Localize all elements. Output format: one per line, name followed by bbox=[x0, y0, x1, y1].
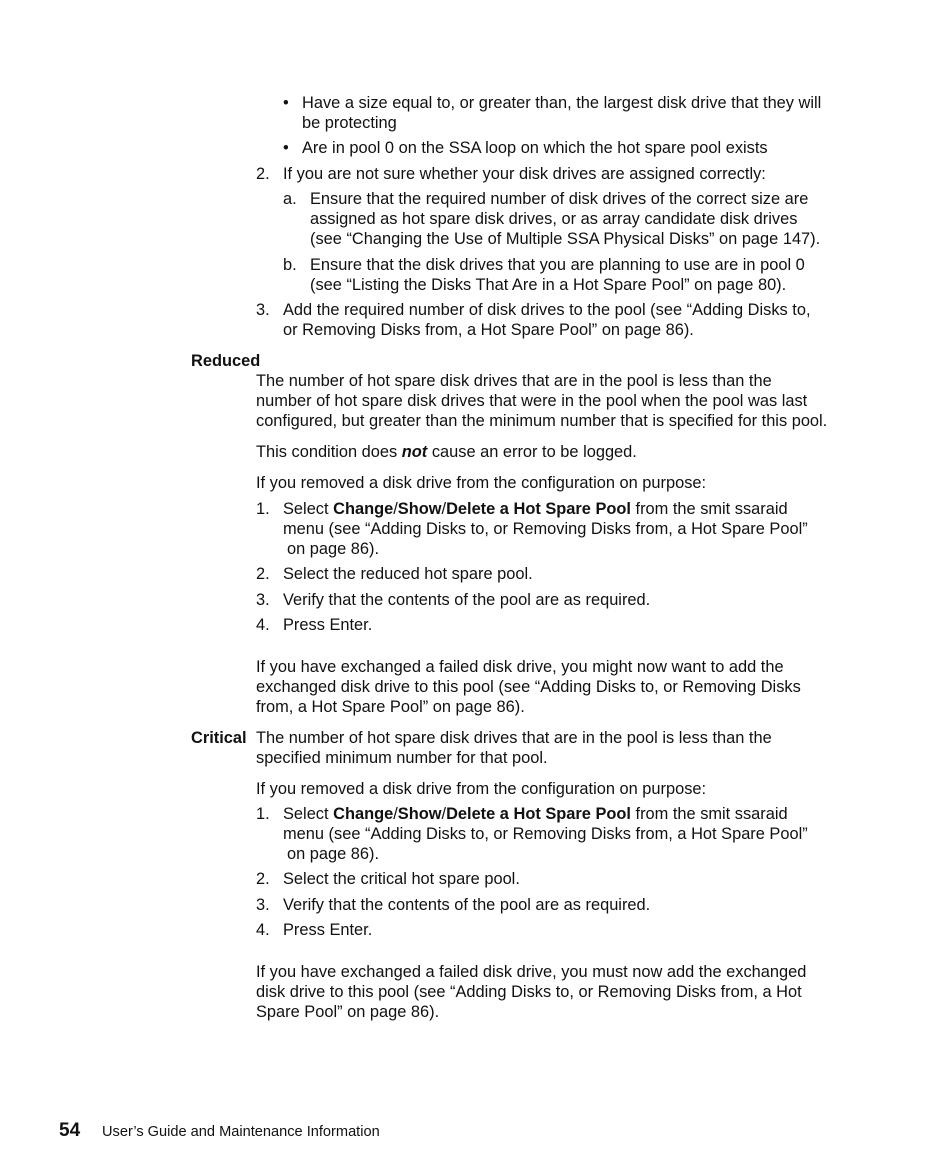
step-number: 1. bbox=[256, 805, 270, 823]
step-number: 4. bbox=[256, 921, 270, 939]
step-number: 1. bbox=[256, 500, 270, 518]
menu-separator: / bbox=[441, 500, 447, 518]
substep-text-line: assigned as hot spare disk drives, or as array candidate disk drives bbox=[310, 210, 798, 228]
substep-text-line: Ensure that the disk drives that you are planning to use are in pool 0 bbox=[310, 256, 805, 274]
step-text: Select the critical hot spare pool. bbox=[283, 870, 520, 888]
note-text: This condition does bbox=[256, 443, 402, 461]
definition-line: specified minimum number for that pool. bbox=[256, 749, 548, 767]
note-paragraph bbox=[256, 442, 637, 462]
step-text-line: on page 86). bbox=[287, 540, 380, 558]
definition-line: configured, but greater than the minimum number that is specified for this pool. bbox=[256, 412, 828, 430]
substep-letter: a. bbox=[283, 190, 297, 208]
menu-separator: / bbox=[393, 805, 398, 823]
substep-text-line: (see “Listing the Disks That Are in a Hot Spare Pool” on page 80). bbox=[310, 276, 787, 294]
closing-line: exchanged disk drive to this pool (see “Adding Disks to, or Removing Disks bbox=[256, 678, 801, 696]
step-text: from the smit ssaraid bbox=[630, 805, 788, 823]
step-text-line: on page 86). bbox=[287, 845, 380, 863]
menu-option-change: Change bbox=[333, 500, 394, 518]
step-number: 2. bbox=[256, 870, 270, 888]
step-text-line: menu (see “Adding Disks to, or Removing Disks from, a Hot Spare Pool” bbox=[283, 825, 808, 843]
step-text-line: or Removing Disks from, a Hot Spare Pool” on page 86). bbox=[283, 321, 694, 339]
step-number: 4. bbox=[256, 616, 270, 634]
term-critical: Critical bbox=[191, 729, 247, 747]
note-text: cause an error to be logged. bbox=[427, 443, 637, 461]
step-text: Select bbox=[283, 500, 334, 518]
definition-line: number of hot spare disk drives that were in the pool when the pool was last bbox=[256, 392, 808, 410]
menu-option-delete-pool: Delete a Hot Spare Pool bbox=[446, 500, 631, 518]
menu-separator: / bbox=[393, 500, 398, 518]
closing-line: If you have exchanged a failed disk drive, you might now want to add the bbox=[256, 658, 784, 676]
step-number: 3. bbox=[256, 301, 270, 319]
bullet-text-line: Have a size equal to, or greater than, the largest disk drive that they will bbox=[302, 94, 822, 112]
step-text: Verify that the contents of the pool are as required. bbox=[283, 591, 651, 609]
closing-line: from, a Hot Spare Pool” on page 86). bbox=[256, 698, 525, 716]
bullet-text-line: Are in pool 0 on the SSA loop on which the hot spare pool exists bbox=[302, 139, 768, 157]
footer-book-title: User’s Guide and Maintenance Information bbox=[102, 1124, 380, 1140]
step-text-line bbox=[283, 804, 788, 824]
step-text: Select the reduced hot spare pool. bbox=[283, 565, 533, 583]
intro-paragraph: If you removed a disk drive from the configuration on purpose: bbox=[256, 780, 707, 798]
step-number: 3. bbox=[256, 896, 270, 914]
step-text: from the smit ssaraid bbox=[630, 500, 788, 518]
step-text-line: menu (see “Adding Disks to, or Removing Disks from, a Hot Spare Pool” bbox=[283, 520, 808, 538]
bullet-marker: • bbox=[283, 139, 289, 157]
step-text: If you are not sure whether your disk drives are assigned correctly: bbox=[283, 165, 766, 183]
menu-option-show: Show bbox=[397, 500, 442, 518]
menu-option-show: Show bbox=[397, 805, 442, 823]
step-text-line bbox=[283, 499, 788, 519]
menu-option-delete-pool: Delete a Hot Spare Pool bbox=[446, 805, 631, 823]
step-number: 3. bbox=[256, 591, 270, 609]
intro-paragraph: If you removed a disk drive from the configuration on purpose: bbox=[256, 474, 707, 492]
note-emphasis: not bbox=[401, 443, 428, 461]
step-text: Press Enter. bbox=[283, 921, 373, 939]
closing-line: Spare Pool” on page 86). bbox=[256, 1003, 440, 1021]
definition-line: The number of hot spare disk drives that are in the pool is less than the bbox=[256, 729, 772, 747]
page-number: 54 bbox=[59, 1120, 81, 1141]
menu-option-change: Change bbox=[333, 805, 394, 823]
menu-separator: / bbox=[441, 805, 447, 823]
closing-line: disk drive to this pool (see “Adding Disks to, or Removing Disks from, a Hot bbox=[256, 983, 802, 1001]
substep-text-line: Ensure that the required number of disk drives of the correct size are bbox=[310, 190, 809, 208]
step-number: 2. bbox=[256, 565, 270, 583]
step-text: Select bbox=[283, 805, 334, 823]
bullet-marker: • bbox=[283, 94, 289, 112]
term-reduced: Reduced bbox=[191, 352, 261, 370]
closing-line: If you have exchanged a failed disk drive, you must now add the exchanged bbox=[256, 963, 807, 981]
definition-line: The number of hot spare disk drives that are in the pool is less than the bbox=[256, 372, 772, 390]
substep-text-line: (see “Changing the Use of Multiple SSA Physical Disks” on page 147). bbox=[310, 230, 821, 248]
step-text: Press Enter. bbox=[283, 616, 373, 634]
step-number: 2. bbox=[256, 165, 270, 183]
bullet-text-line: be protecting bbox=[302, 114, 397, 132]
step-text: Verify that the contents of the pool are as required. bbox=[283, 896, 651, 914]
step-text-line: Add the required number of disk drives to the pool (see “Adding Disks to, bbox=[283, 301, 811, 319]
substep-letter: b. bbox=[283, 256, 297, 274]
